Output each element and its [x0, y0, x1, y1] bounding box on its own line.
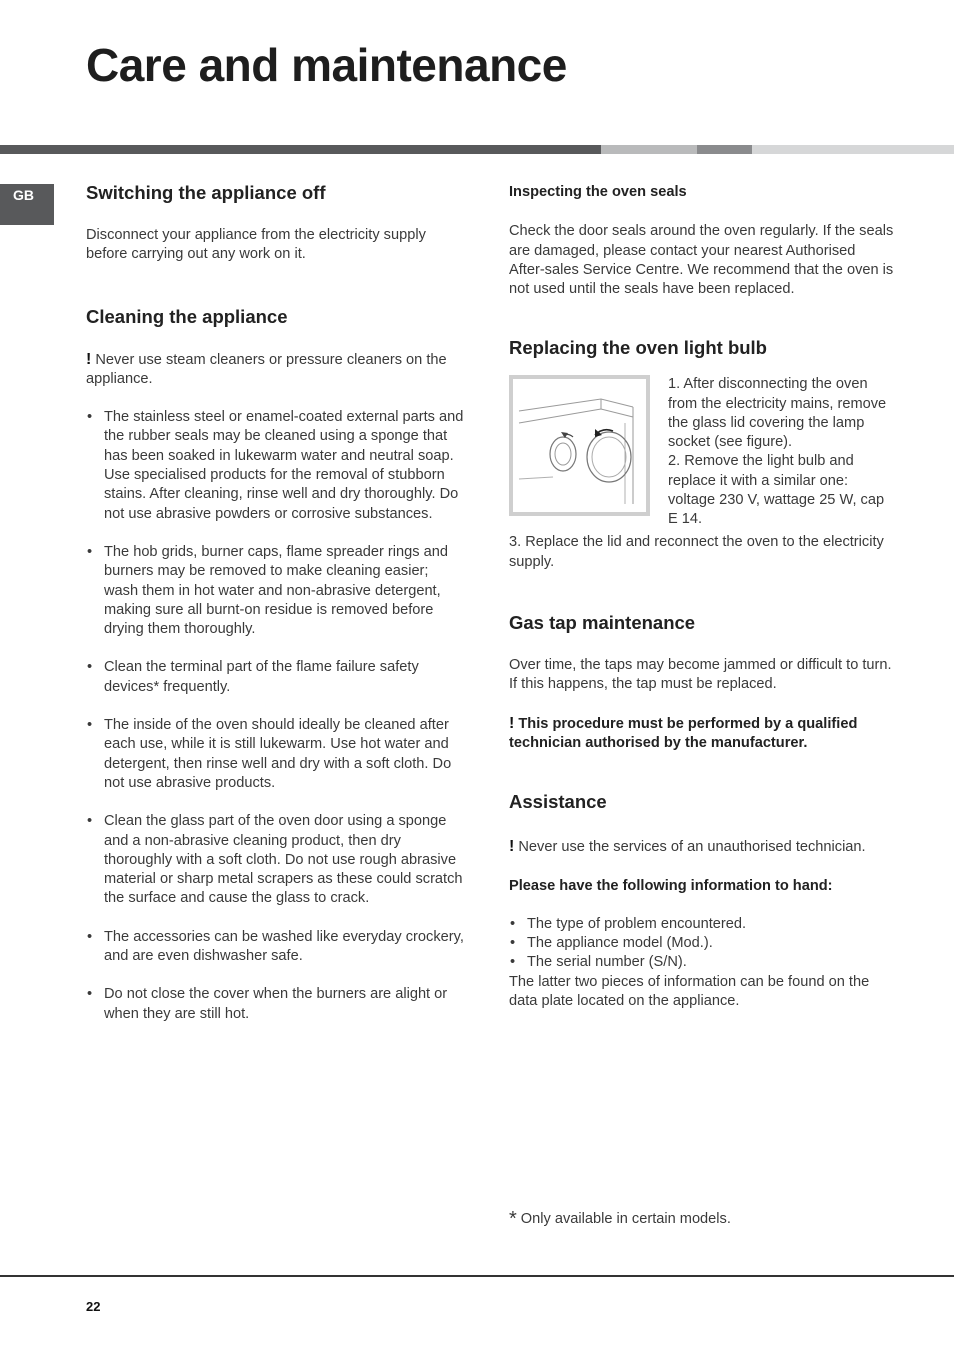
bulb-heading: Replacing the oven light bulb — [509, 337, 767, 359]
footnote — [509, 1208, 731, 1231]
seals-text: Check the door seals around the oven regularly. If the seals are damaged, please contact your nearest Authorised After-sales Service Centre. We recommend that the oven is not used until the seals have been replaced. — [509, 223, 894, 298]
header-bar-dark — [0, 145, 601, 154]
oven-lamp-figure — [509, 375, 650, 516]
bulb-section — [509, 375, 894, 533]
bulb-step-1: 1. After disconnecting the oven from the electricity mains, remove the glass lid covering the lamp socket (see figure). — [668, 376, 887, 451]
cleaning-bullet: • Do not close the cover when the burners are alight or when they are still hot. — [87, 986, 448, 1022]
page-title: Care and maintenance — [86, 39, 567, 91]
header-bar-light — [601, 145, 697, 154]
cleaning-bullet: • The accessories can be washed like everyday crockery, and are even dishwasher safe. — [87, 928, 464, 965]
switching-off-text: Disconnect your appliance from the electricity supply before carrying out any work on it. — [86, 227, 426, 263]
right-column — [509, 180, 894, 1011]
seals-heading: Inspecting the oven seals — [509, 184, 687, 200]
cleaning-bullet: • Clean the glass part of the oven door using a sponge and a non-abrasive cleaning product, then dry thoroughly with a soft cloth. Do not use rough abrasive material or sharp metal scrapers as these could scratch the surface and cause the glass to crack. — [87, 813, 463, 907]
assistance-warning — [509, 837, 894, 857]
assistance-info-heading: Please have the following information to hand: — [509, 877, 833, 894]
bulb-step-2: 2. Remove the light bulb and replace it with a similar one: voltage 230 V, wattage 25 W, cap E 14. — [668, 453, 885, 528]
header-bar-pale — [752, 145, 954, 154]
gas-tap-heading: Gas tap maintenance — [509, 612, 696, 634]
cleaning-bullet: • The stainless steel or enamel-coated external parts and the rubber seals may be cleaned using a sponge that has been soaked in lukewarm water and neutral soap. Use specialised products for the removal of stubborn stains. After cleaning, rinse well and dry thoroughly. Do not use abrasive powders or corrosive substances. — [87, 409, 464, 522]
footer-rule — [0, 1275, 954, 1277]
gas-tap-warning-text: This procedure must be performed by a qualified technician authorised by the manufacturer. — [509, 715, 858, 751]
assistance-bullet: • The appliance model (Mod.). — [510, 935, 713, 952]
language-tab: GB — [0, 184, 54, 225]
left-column — [86, 180, 466, 1024]
cleaning-bullet: • The hob grids, burner caps, flame spreader rings and burners may be removed to make cleaning easier; wash them in hot water and non-abrasive detergent, making sure all burnt-on residue is removed before drying them thoroughly. — [87, 543, 448, 638]
cleaning-heading: Cleaning the appliance — [86, 305, 288, 327]
cleaning-warning-text: Never use steam cleaners or pressure cleaners on the appliance. — [86, 351, 447, 387]
footnote-text: Only available in certain models. — [520, 1211, 731, 1227]
cleaning-bullet: • The inside of the oven should ideally be cleaned after each use, while it is still lukewarm. Use hot water and detergent, then rinse well and dry with a soft cloth. Do not use abrasive products. — [87, 717, 452, 791]
gas-tap-text: Over time, the taps may become jammed or difficult to turn. If this happens, the tap must be replaced. — [509, 657, 892, 693]
assistance-note: The latter two pieces of information can be found on the data plate located on the appliance. — [509, 973, 870, 1010]
gas-tap-warning — [509, 714, 894, 754]
warning-mark: ! — [509, 838, 515, 856]
bulb-step-3: 3. Replace the lid and reconnect the oven to the electricity supply. — [509, 534, 884, 570]
switching-off-heading: Switching the appliance off — [86, 182, 326, 203]
warning-mark: ! — [509, 714, 515, 732]
cleaning-bullet: • Clean the terminal part of the flame failure safety devices* frequently. — [87, 659, 419, 695]
header-bar-mid — [697, 145, 752, 154]
cleaning-warning — [86, 350, 466, 390]
assistance-heading: Assistance — [509, 791, 607, 813]
warning-mark: ! — [86, 350, 92, 368]
assistance-warning-text: Never use the services of an unauthorised technician. — [518, 839, 866, 856]
page-number: 22 — [86, 1299, 101, 1314]
assistance-bullet: • The serial number (S/N). — [510, 954, 687, 971]
assistance-bullet: • The type of problem encountered. — [510, 915, 747, 932]
footnote-mark: * — [509, 1208, 517, 1230]
